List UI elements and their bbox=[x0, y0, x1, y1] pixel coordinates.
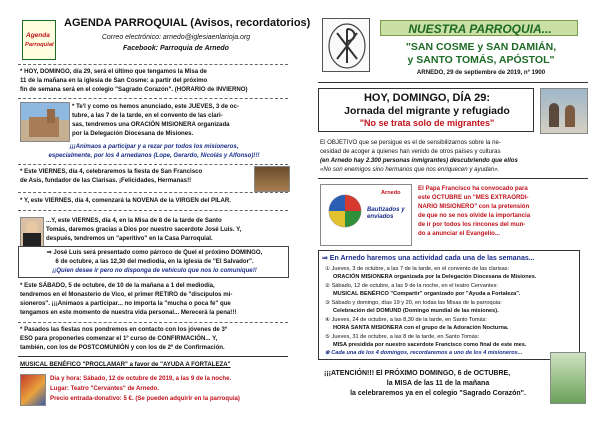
attention-box bbox=[318, 366, 588, 406]
parish-name-line1: "SAN COSME y SAN DAMIÁN, bbox=[405, 41, 557, 53]
notice-retreat-line2: tendremos en el Monasterio de Vico, el primer RETIRO de "discípulos mi- bbox=[20, 291, 233, 298]
mission-logo-label: Arnedo bbox=[381, 190, 401, 196]
festival-poster bbox=[20, 374, 46, 406]
notice-prayer-line3: sas, tendremos una ORACIÓN MISIONERA organizada bbox=[72, 121, 230, 128]
divider bbox=[18, 210, 288, 211]
notice-missionaries-line2: especialmente, por los 4 arnedanos (Lope, Gerardo, Nicolás y Alfonso)!!! bbox=[48, 152, 260, 159]
notice-retreat-line3: sioneros". ¡¡¡Animaos a participar... no importa la "mucha o poca fe" que bbox=[20, 300, 231, 307]
notice-missionaries-line1: ¡¡¡Animaos a participar y a rezar por todos los misioneros, bbox=[69, 143, 239, 150]
objective-line2: cesidad de acoger a quienes han venido de otros países y culturas bbox=[320, 148, 501, 155]
attention-line2: la MISA de las 11 de la mañana bbox=[386, 380, 490, 387]
mission-text-line4: de que no se nos olvide la importancia bbox=[418, 212, 531, 219]
migrant-day-line3: "No se trata solo de migrantes" bbox=[359, 118, 495, 128]
mission-text-line6: do a anunciar el Evangelio... bbox=[418, 230, 500, 237]
activities-box bbox=[318, 250, 580, 360]
notice-youth-line3: también, con los de POSTCOMUNIÓN y con los de 2º de Confirmación. bbox=[20, 344, 225, 351]
divider bbox=[18, 98, 288, 99]
world-mission-icon bbox=[325, 191, 365, 231]
notice-prayer-line2: tubre, a las 7 de la tarde, en el convento de las clari- bbox=[72, 112, 223, 119]
activity-2-line1: ② Sábado, 12 de octubre, a las 9 de la noche, en el teatro Cervantes: bbox=[325, 283, 498, 289]
festival-line1: Día y hora: Sábado, 12 de octubre de 2019, a las 9 de la noche. bbox=[50, 375, 232, 382]
agenda-badge-line2: Parroquial bbox=[25, 42, 54, 48]
objective-line3: (en Arnedo hay 2.300 personas inmigrantes) descubriendo que ellos bbox=[320, 157, 518, 164]
left-header-title: AGENDA PARROQUIAL (Avisos, recordatorios) bbox=[64, 17, 311, 29]
activity-4-line1: ④ Jueves, 24 de octubre, a las 8,30 de la tarde, en Santo Tomás: bbox=[325, 317, 487, 323]
mission-text-line2: este OCTUBRE un "MES EXTRAORDI- bbox=[418, 194, 529, 201]
notice-novena: * Y, este VIERNES, día 4, comenzará la NOVENA de la VIRGEN del PILAR. bbox=[20, 197, 231, 204]
agenda-badge-line1: Agenda bbox=[26, 32, 50, 39]
left-header bbox=[64, 14, 311, 66]
priest-presentation-line1: ⇒ José Luis será presentado como párroco de Quel el próximo DOMINGO, bbox=[46, 249, 263, 256]
notice-priest-line1: ...Y, este VIERNES, día 4, en la Misa de 8 de la tarde de Santo bbox=[46, 217, 222, 224]
notice-retreat-line1: * Este SÁBADO, 5 de octubre, de 10 de la mañana a 1 del mediodía, bbox=[20, 282, 215, 289]
notice-mass-line3: fin de semana será en el colegio "Sagrado Corazón". (HORARIO de INVIERNO) bbox=[20, 86, 248, 93]
parish-name-line2: y SANTO TOMÁS, APÓSTOL" bbox=[407, 54, 555, 66]
divider bbox=[18, 64, 288, 65]
objective-line1: El OBJETIVO que se persigue es el de sensibilizarnos sobre la ne- bbox=[320, 139, 501, 146]
notice-mass-line2: 11 de la mañana en la iglesia de San Cosme: a partir del próximo bbox=[20, 77, 208, 84]
mission-text-line5: de ir por todos los rincones del mun- bbox=[418, 221, 526, 228]
divider bbox=[18, 322, 288, 323]
festival-title: MUSICAL BENÉFICO "PROCLAMAR" a favor de "AYUDA A FORTALEZA" bbox=[20, 361, 231, 368]
notice-mass-line1: * HOY, DOMINGO, día 29, será el último que tengamos la Misa de bbox=[20, 68, 207, 75]
mission-logo bbox=[320, 184, 412, 246]
priest-photo bbox=[20, 217, 44, 247]
priest-presentation-box bbox=[18, 246, 289, 278]
festival-line3: Precio entrada-donativo: 5 €. (Se pueden adquirir en la parroquia) bbox=[50, 395, 240, 402]
migrant-day-line2: Jornada del migrante y refugiado bbox=[344, 105, 510, 117]
saint-francis-image bbox=[254, 166, 290, 192]
divider bbox=[318, 82, 588, 83]
mission-text-line3: NARIO MISIONERO" con la pretensión bbox=[418, 203, 530, 210]
activity-3-line1: ③ Sábado y domingo, días 19 y 20, en todas las Misas de la parroquia: bbox=[325, 300, 502, 306]
mission-logo-text: Bautizados y enviados bbox=[367, 206, 405, 220]
notice-prayer-line4: por la Delegación Diocesana de Misiones. bbox=[72, 130, 194, 137]
migrant-day-line1: HOY, DOMINGO, DÍA 29: bbox=[363, 92, 491, 104]
activity-5-line1: ⑤ Jueves, 31 de octubre, a las 8 de la tarde, en Santo Tomás: bbox=[325, 334, 480, 340]
attention-line1: ¡¡¡ATENCIÓN!!! El PRÓXIMO DOMINGO, 6 de OCTUBRE, bbox=[324, 370, 511, 377]
left-header-email: Correo electrónico: arnedo@iglesiaenlarioja.org bbox=[101, 34, 251, 41]
masthead-title-box bbox=[380, 20, 578, 36]
activities-note: ⊛ Cada una de los 4 domingos, recordaremos a uno de los 4 misioneros... bbox=[325, 350, 523, 356]
masthead-title: NUESTRA PARROQUIA... bbox=[408, 22, 552, 36]
priest-presentation-line3: ¡¡Quien desee ir pero no disponga de vehículo que nos lo comunique!! bbox=[52, 267, 257, 274]
migrant-day-box bbox=[318, 88, 534, 132]
activity-1-line1: ① Jueves, 3 de octubre, a las 7 de la tarde, en el convento de las clarisas: bbox=[325, 266, 510, 272]
notice-retreat-line4: tengamos en este momento de nuestra vida personal... Merecerá la pena!!! bbox=[20, 309, 237, 316]
activity-1-line2: ORACIÓN MISIONERA organizada por la Delegación Diocesana de Misiones. bbox=[333, 274, 537, 280]
notice-youth-line2: ESO para proponerles comenzar el 1º curso de CONFIRMACIÓN... Y, bbox=[20, 335, 218, 342]
left-header-facebook: Facebook: Parroquia de Arnedo bbox=[123, 45, 229, 52]
missionary-family-photo bbox=[550, 352, 586, 404]
priest-presentation-line2: 6 de octubre, a las 12,30 del mediodía, en la iglesia de "El Salvador". bbox=[55, 258, 254, 265]
notice-prayer-line1: * Te'l y como os hemos anunciado, este JUEVES, 3 de oc- bbox=[72, 103, 239, 110]
migrant-day-image bbox=[540, 88, 588, 134]
divider bbox=[318, 178, 588, 179]
notice-saint-francis-line1: * Este VIERNES, día 4, celebraremos la fiesta de San Francisco bbox=[20, 168, 203, 175]
left-page bbox=[18, 12, 311, 420]
activity-4-line2: HORA SANTA MISIONERA con el grupo de la Adoración Nocturna. bbox=[333, 325, 509, 331]
activity-5-line2: MISA presidida por nuestro sacerdote Francisco como final de este mes. bbox=[333, 342, 527, 348]
notice-priest-line2: Tomás, daremos gracias a Dios por nuestro sacerdote José Luis. Y, bbox=[46, 226, 242, 233]
mission-text-line1: El Papa Francisco ha convocado para bbox=[418, 185, 528, 192]
chi-rho-icon bbox=[323, 19, 371, 73]
notice-saint-francis-line2: de Asís, fundador de las Clarisas. ¡Felicidades, Hermanas!! bbox=[20, 177, 192, 184]
agenda-badge bbox=[22, 20, 56, 60]
issue-line: ARNEDO, 29 de septiembre de 2019, nº 1900 bbox=[416, 69, 546, 76]
divider bbox=[18, 164, 288, 165]
xp-logo bbox=[322, 18, 370, 72]
divider bbox=[18, 356, 288, 357]
right-page bbox=[318, 12, 588, 420]
objective-line4: «No son enemigos sino hermanos que nos enriquecen y ayudan». bbox=[320, 166, 500, 173]
notice-priest-line3: después, tendremos un "aperitivo" en la Casa Parroquial. bbox=[46, 235, 213, 242]
divider bbox=[18, 192, 288, 193]
activities-header: ⇒ En Arnedo haremos una actividad cada una de las semanas... bbox=[322, 255, 535, 262]
notice-youth-line1: * Pasados las fiestas nos pondremos en contacto con los jóvenes de 3º bbox=[20, 326, 228, 333]
activity-3-line2: Celebración del DOMUND (Domingo mundial de las misiones). bbox=[333, 308, 499, 314]
attention-line3: la celebraremos ya en el colegio "Sagrado Corazón". bbox=[350, 390, 526, 397]
convent-photo bbox=[20, 102, 70, 142]
festival-line2: Lugar: Teatro "Cervantes" de Arnedo. bbox=[50, 385, 160, 392]
activity-2-line2: MUSICAL BENÉFICO "Compartir" organizado por "Ayuda a Fortaleza". bbox=[333, 291, 521, 297]
